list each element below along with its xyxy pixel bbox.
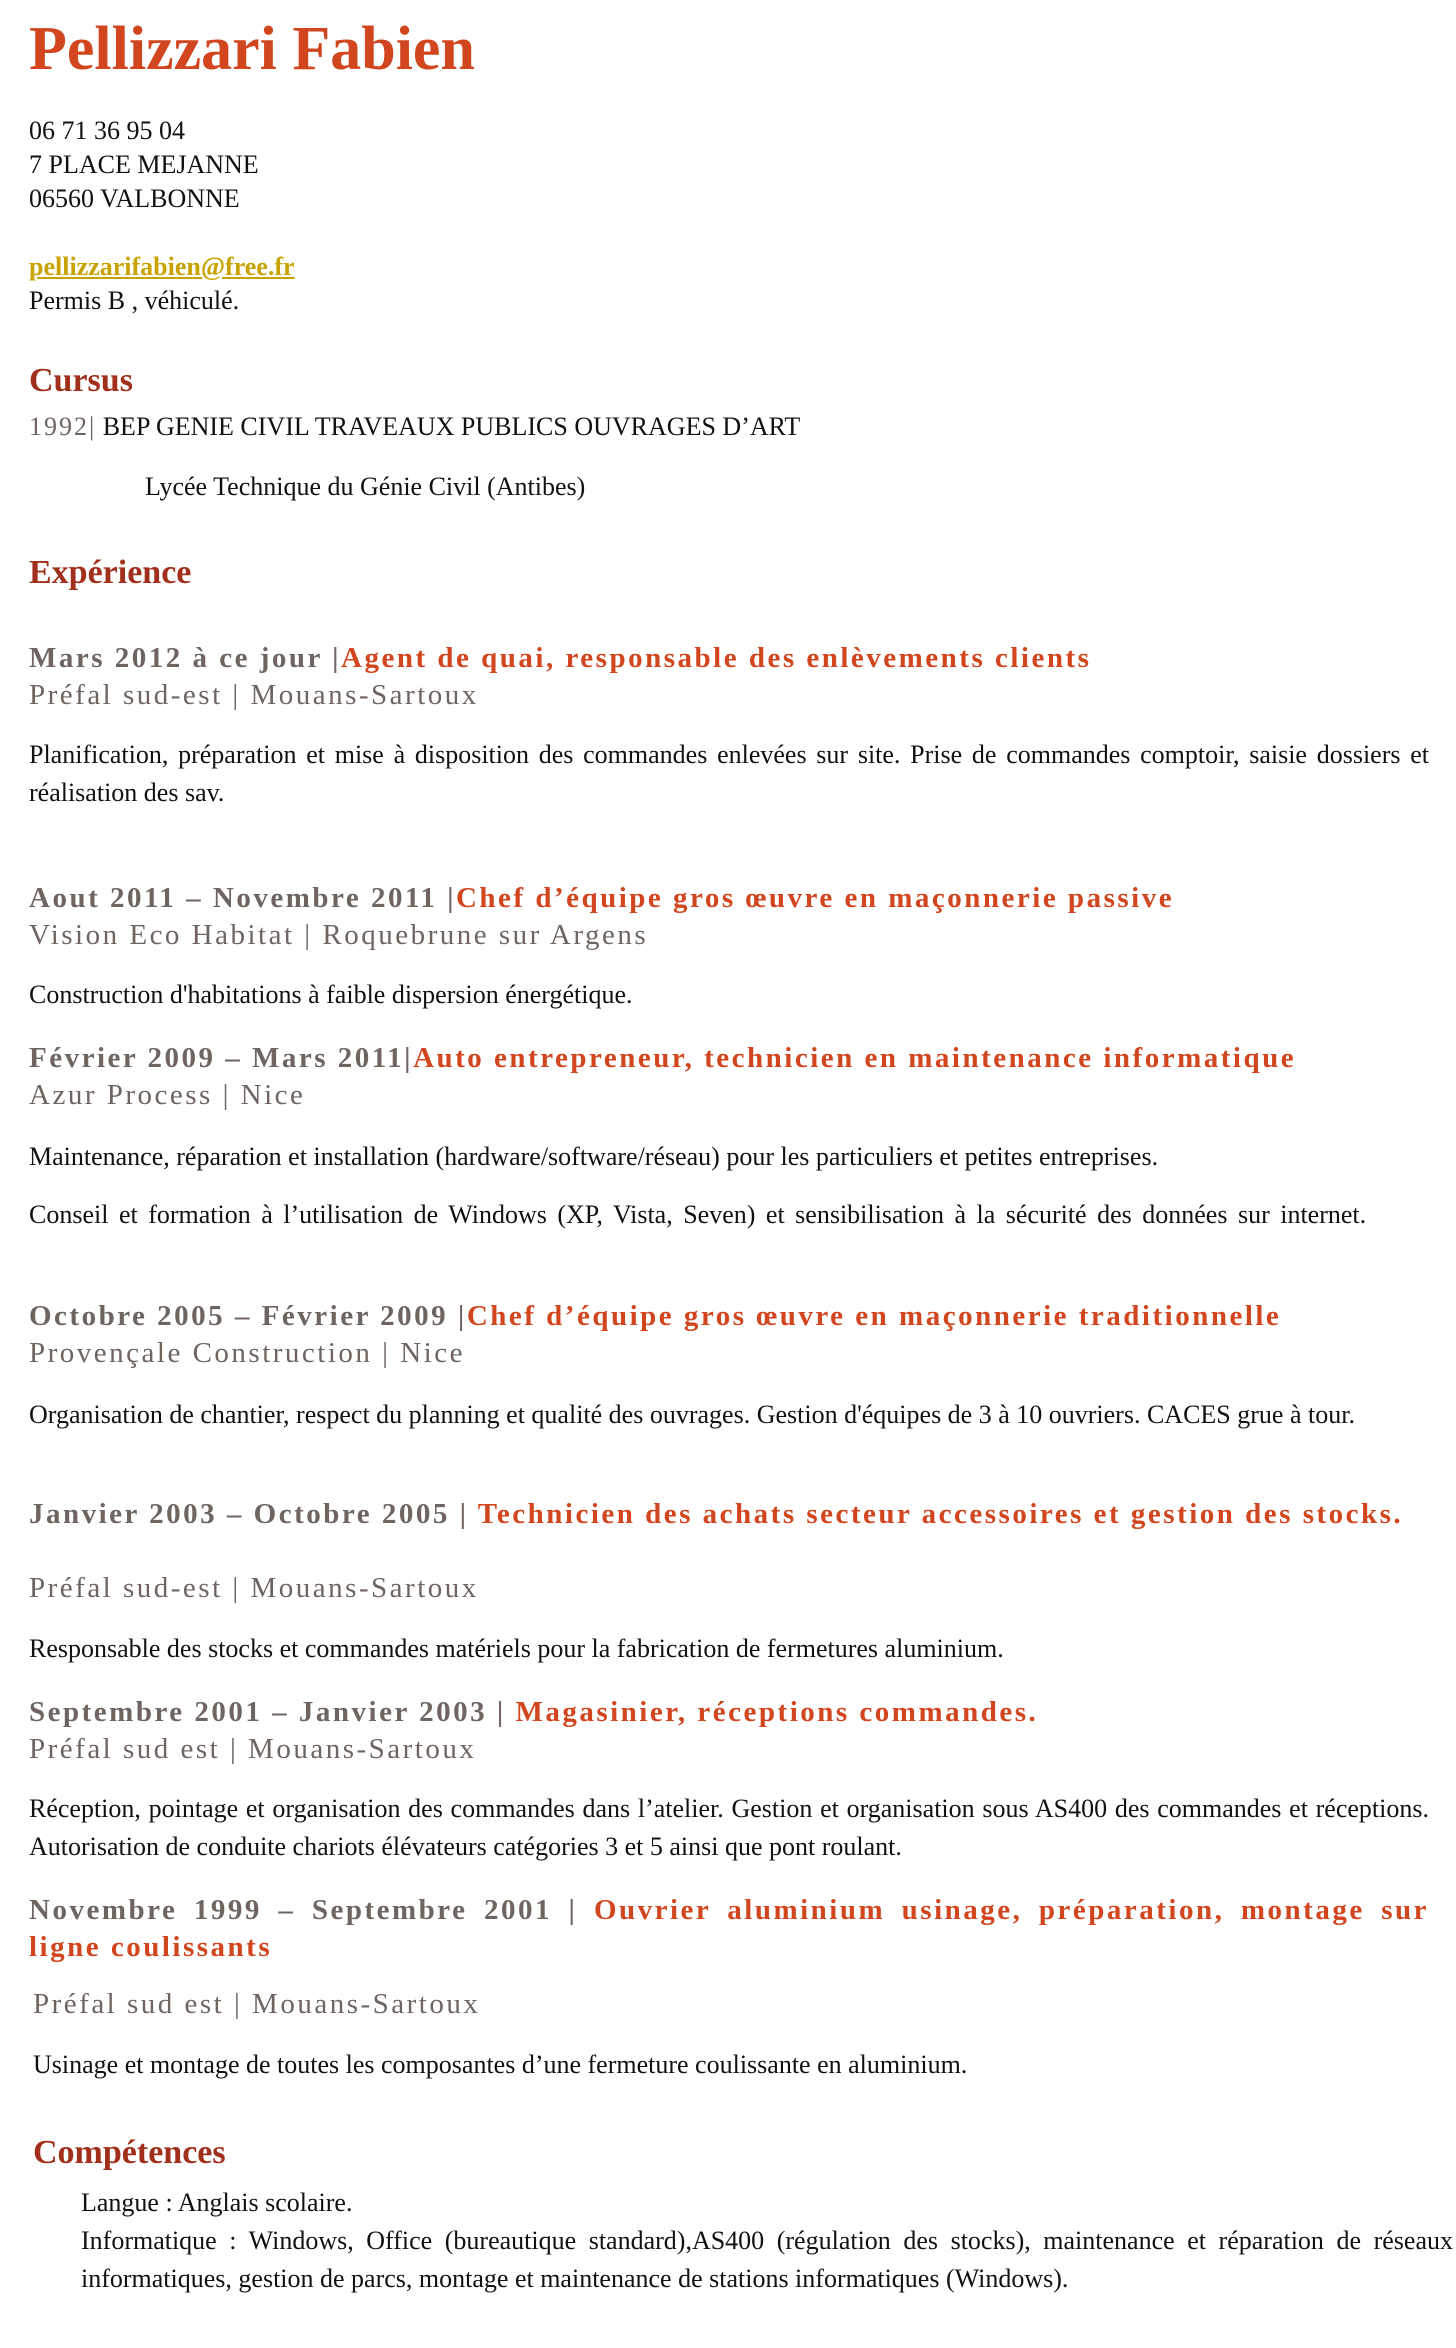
job-description: Conseil et formation à l’utilisation de Windows (XP, Vista, Seven) et sensibilisation à la sécurité des données sur internet. bbox=[29, 1200, 1367, 1229]
job-period: Octobre 2005 – Février 2009 | bbox=[29, 1300, 467, 1332]
address-line-2: 06560 VALBONNE bbox=[29, 184, 240, 213]
job-company: Azur Process | Nice bbox=[29, 1079, 306, 1111]
cursus-year: 1992| bbox=[29, 412, 97, 441]
job-description: Responsable des stocks et commandes matériels pour la fabrication de fermetures aluminium. bbox=[29, 1634, 1004, 1663]
cursus-degree: BEP GENIE CIVIL TRAVEAUX PUBLICS OUVRAGES D’ART bbox=[102, 412, 801, 441]
competences-heading: Compétences bbox=[33, 2134, 226, 2171]
job-company: Vision Eco Habitat | Roquebrune sur Argens bbox=[29, 919, 649, 951]
job-header bbox=[29, 1694, 1429, 1731]
skills-language: Langue : Anglais scolaire. bbox=[81, 2188, 353, 2217]
job-header bbox=[29, 880, 1429, 917]
job-title: Agent de quai, responsable des enlèvements clients bbox=[341, 642, 1092, 674]
job-header bbox=[29, 1496, 1429, 1533]
job-period: Aout 2011 – Novembre 2011 | bbox=[29, 882, 456, 914]
job-title: Auto entrepreneur, technicien en maintenance informatique bbox=[413, 1042, 1297, 1074]
cursus-entry bbox=[29, 410, 800, 444]
cursus-heading: Cursus bbox=[29, 362, 133, 399]
job-period: Janvier 2003 – Octobre 2005 | bbox=[29, 1498, 478, 1530]
driving-license: Permis B , véhiculé. bbox=[29, 286, 240, 315]
job-period: Novembre 1999 – Septembre 2001 | bbox=[29, 1894, 594, 1926]
job-company: Préfal sud-est | Mouans-Sartoux bbox=[29, 1572, 479, 1604]
job-period: Septembre 2001 – Janvier 2003 | bbox=[29, 1696, 516, 1728]
job-header bbox=[29, 1040, 1429, 1077]
cursus-school: Lycée Technique du Génie Civil (Antibes) bbox=[145, 472, 586, 501]
job-period: Février 2009 – Mars 2011| bbox=[29, 1042, 414, 1074]
job-description: Maintenance, réparation et installation (hardware/software/réseau) pour les particuliers et petites entreprises. bbox=[29, 1142, 1159, 1171]
candidate-name: Pellizzari Fabien bbox=[29, 15, 475, 83]
experience-heading: Expérience bbox=[29, 554, 192, 591]
job-title: Chef d’équipe gros œuvre en maçonnerie passive bbox=[455, 882, 1175, 914]
job-description: Organisation de chantier, respect du planning et qualité des ouvrages. Gestion d'équipes de 3 à 10 ouvriers. CACES grue à tour. bbox=[29, 1400, 1355, 1429]
job-title: Ouvrier aluminium usinage, préparation, montage sur ligne coulissants bbox=[29, 1894, 1429, 1963]
job-header bbox=[29, 1892, 1429, 1966]
job-header bbox=[29, 640, 1429, 677]
job-description: Usinage et montage de toutes les composantes d’une fermeture coulissante en aluminium. bbox=[33, 2050, 968, 2079]
job-description: Réception, pointage et organisation des commandes dans l’atelier. Gestion et organisation sous AS400 des commandes et réceptions. Autorisation de conduite chariots élévateurs catégories 3 et 5 ainsi que pont roulant. bbox=[29, 1794, 1429, 1861]
job-company: Préfal sud-est | Mouans-Sartoux bbox=[29, 679, 479, 711]
job-description: Planification, préparation et mise à disposition des commandes enlevées sur site. Prise de commandes comptoir, saisie dossiers et réalisation des sav. bbox=[29, 740, 1429, 807]
job-company: Provençale Construction | Nice bbox=[29, 1337, 465, 1369]
phone-number: 06 71 36 95 04 bbox=[29, 116, 185, 145]
skills-computing: Informatique : Windows, Office (bureautique standard),AS400 (régulation des stocks), maintenance et réparation de réseaux informatiques, gestion de parcs, montage et maintenance de stations informatiques (Windows). bbox=[81, 2226, 1453, 2293]
job-description: Construction d'habitations à faible dispersion énergétique. bbox=[29, 980, 633, 1009]
address-line-1: 7 PLACE MEJANNE bbox=[29, 150, 259, 179]
job-title: Magasinier, réceptions commandes. bbox=[515, 1696, 1039, 1728]
job-company: Préfal sud est | Mouans-Sartoux bbox=[33, 1988, 481, 2020]
job-title: Chef d’équipe gros œuvre en maçonnerie traditionnelle bbox=[466, 1300, 1282, 1332]
job-company: Préfal sud est | Mouans-Sartoux bbox=[29, 1733, 477, 1765]
job-header bbox=[29, 1298, 1429, 1335]
job-title: Technicien des achats secteur accessoires et gestion des stocks. bbox=[477, 1498, 1404, 1530]
email-link[interactable]: pellizzarifabien@free.fr bbox=[29, 252, 295, 281]
job-period: Mars 2012 à ce jour | bbox=[29, 642, 342, 674]
